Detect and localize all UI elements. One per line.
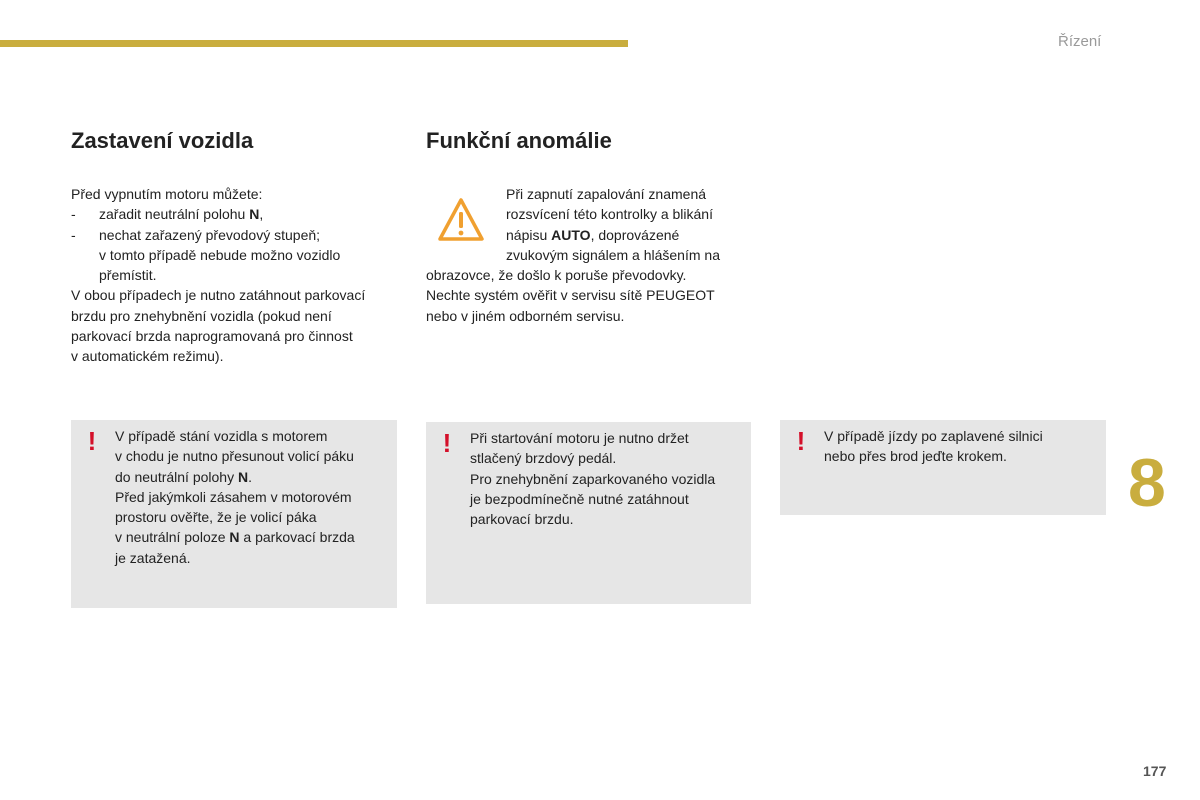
stopping-text: Před vypnutím motoru můžete: - zařadit neutrální polohu N, - nechat zařazený převodový stupeň; v tomto případě nebude možno vozidlo přemístit. V obou případech je nutno zatáhnout parkovací brzdu pro znehybnění vozidla (pokud není parkovací brzda naprogramovaná pro činnost v automatickém režimu).: [71, 184, 411, 367]
note-text: Při startování motoru je nutno držet stlačený brzdový pedál. Pro znehybnění zaparkovaného vozidla je bezpodmínečně nutné zatáhnout parkovací brzdu.: [470, 430, 716, 528]
chapter-number: 8: [1128, 445, 1166, 521]
section-title-anomalies: Funkční anomálie: [426, 128, 612, 153]
note-box-starting: [426, 422, 751, 604]
exclamation-icon: !: [442, 428, 452, 458]
note-text: V případě stání vozidla s motorem v chodu je nutno přesunout volicí páku do neutrální polohy N. Před jakýmkoli zásahem v motorovém prostoru ověřte, že je volicí páka v neutrální poloze N a parkovací brzda je zatažená.: [115, 428, 355, 566]
exclamation-icon: !: [87, 426, 97, 456]
warning-triangle-icon: [436, 196, 486, 244]
anomaly-text-bottom: obrazovce, že došlo k poruše převodovky. Nechte systém ověřit v servisu sítě PEUGEOT nebo v jiném odborném servisu.: [426, 267, 715, 324]
section-title-stopping: Zastavení vozidla: [71, 128, 254, 153]
section-label: Řízení: [1058, 33, 1102, 50]
note-box-idling: [71, 420, 397, 608]
note-text: V případě jízdy po zaplavené silnici nebo přes brod jeďte krokem.: [824, 428, 1043, 465]
list-item: - zařadit neutrální polohu N,: [71, 206, 264, 223]
anomaly-text-top: Při zapnutí zapalování znamená rozsvícení této kontrolky a blikání nápisu AUTO, doprovázené zvukovým signálem a hlášením na: [506, 186, 720, 263]
intro-line: Před vypnutím motoru můžete:: [71, 186, 263, 202]
page-number: 177: [1143, 763, 1167, 779]
header-accent-bar: [0, 40, 628, 47]
list-item: - nechat zařazený převodový stupeň;: [71, 226, 321, 243]
note-box-flooded-road: [780, 420, 1106, 515]
exclamation-icon: !: [796, 426, 806, 456]
